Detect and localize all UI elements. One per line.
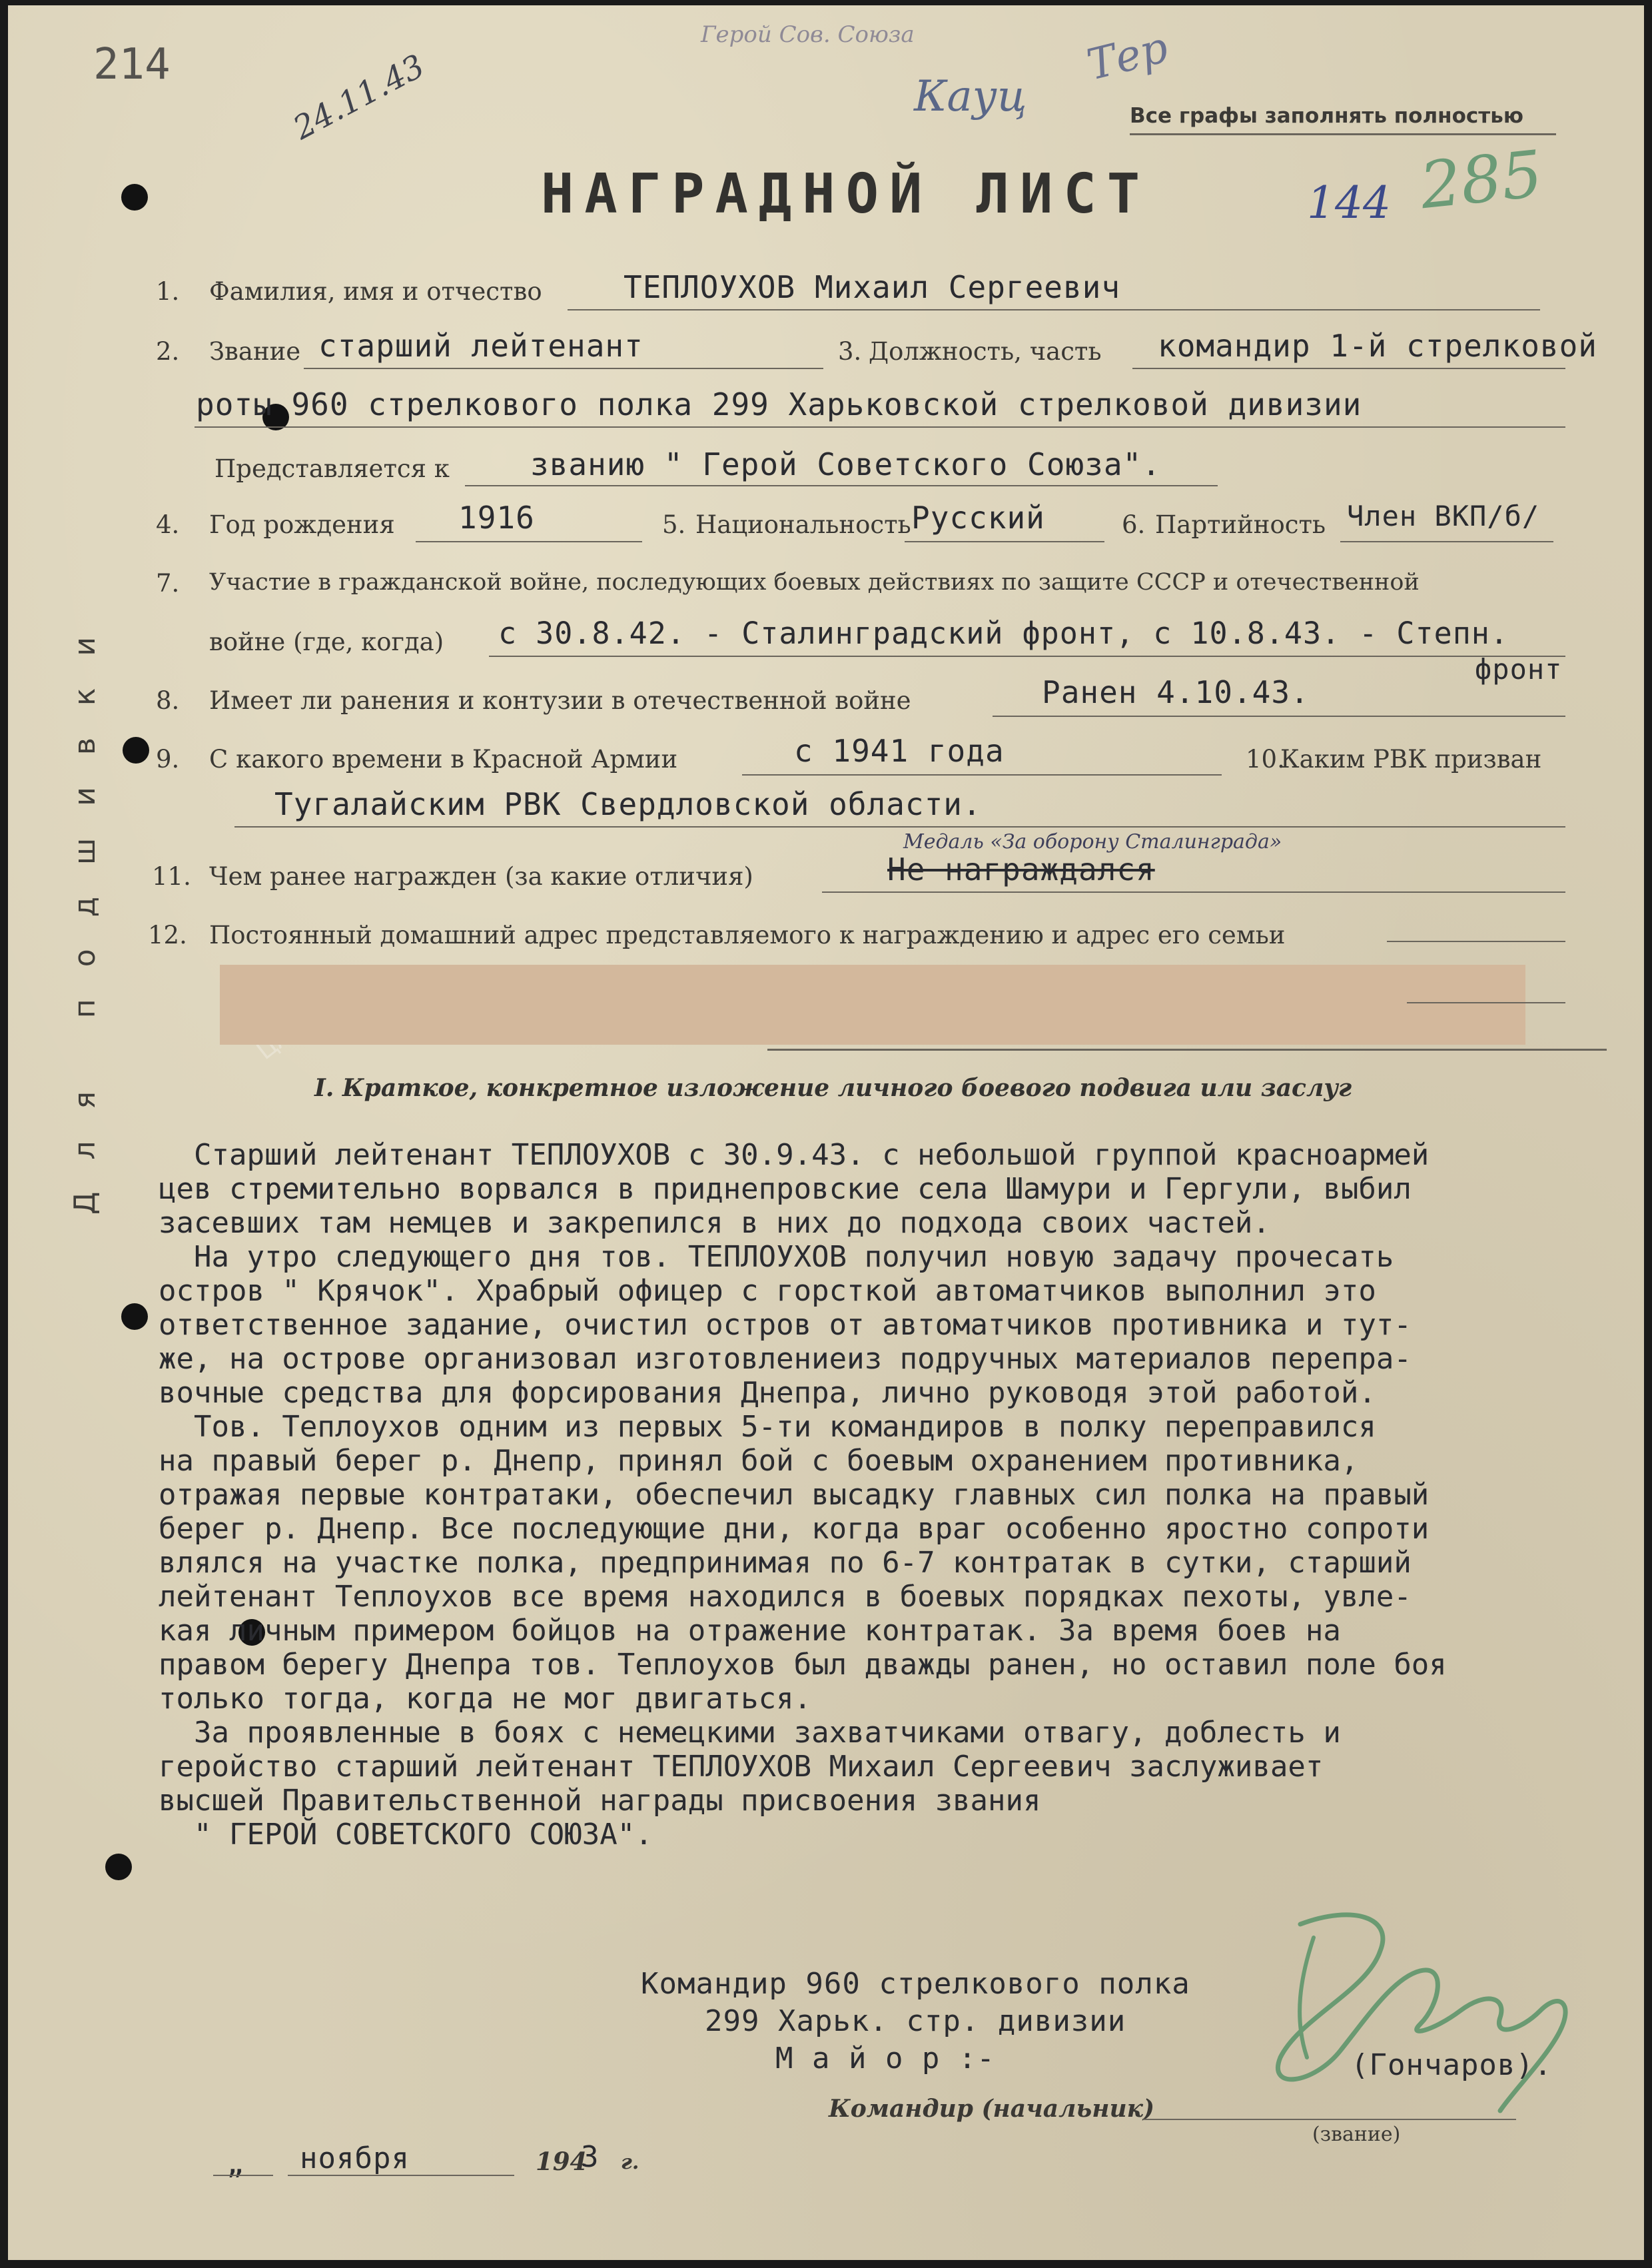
field-handwritten-award: Медаль «За оборону Сталинграда» [903,830,1282,853]
handwritten-number-green: 285 [1416,136,1546,224]
handwritten-top-note: Герой Сов. Союза [701,21,915,48]
handwritten-signature [1220,1898,1593,2117]
handwritten-number-144: 144 [1307,177,1391,229]
field-value-birth-year: 1916 [458,500,535,536]
binder-hole [121,1303,148,1330]
field-value-position-cont: роты 960 стрелкового полка 299 Харьковской стрелковой дивизии [196,386,1362,422]
field-underline [304,368,823,369]
field-label: Партийность [1155,510,1326,539]
field-value-rank: старший лейтенант [318,328,643,364]
binder-hole [105,1854,132,1880]
field-underline [489,656,1565,657]
field-label: С какого времени в Красной Армии [209,745,678,774]
narrative-line: же, на острове организовал изготовлениеиз подручных материалов перепра- [159,1342,1412,1376]
narrative-line: остров " Крячок". Храбрый офицер с горсткой автоматчиков выполнил это [159,1274,1376,1308]
instruction-underline [1130,133,1556,135]
narrative-line: кая личным примером бойцов на отражение контратак. За время боев на [159,1614,1341,1648]
date-year-digit: 3 [581,2140,600,2174]
field-value-war-participation: с 30.8.42. - Сталинградский фронт, с 10.8.43. - Степн. [498,616,1509,651]
date-month: ноября [300,2141,410,2175]
rank-label: (звание) [1312,2123,1401,2146]
signature-line-1: Командир 960 стрелкового полка [641,1967,1190,2001]
narrative-line: влялся на участке полка, предпринимая по 6-7 контратак в сутки, старший [159,1546,1412,1580]
redacted-address [220,965,1525,1045]
handwritten-mark: Тер [1082,23,1173,91]
field-number: 3. [838,337,862,366]
narrative-line: на правый берег р. Днепр, принял бой с боевым охранением противника, [159,1444,1359,1478]
field-value-name: ТЕПЛОУХОВ Михаил Сергеевич [623,269,1121,305]
signature-line-3: М а й о р :- [775,2041,995,2075]
instruction-text: Все графы заполнять полностью [1130,104,1523,128]
field-underline [905,541,1104,542]
binder-hole [123,737,149,764]
field-label: Фамилия, имя и отчество [209,277,542,306]
narrative-line: только тогда, когда не мог двигаться. [159,1682,812,1716]
field-number: 10. [1246,745,1285,774]
field-number: 1. [156,277,180,306]
field-number: 9. [156,745,180,774]
field-value-position: командир 1-й стрелковой [1158,328,1597,364]
field-underline [195,426,1565,428]
document-title: НАГРАДНОЙ ЛИСТ [541,163,1151,226]
narrative-line: ответственное задание, очистил остров от автоматчиков противника и тут- [159,1308,1412,1342]
narrative-line: засевших там немцев и закрепился в них до подхода своих частей. [159,1206,1270,1240]
field-number: 7. [156,569,180,598]
narrative-line: отражая первые контратаки, обеспечил высадку главных сил полка на правый [159,1478,1430,1512]
handwritten-surname: Кауц [914,72,1027,121]
narrative-line: " ГЕРОЙ СОВЕТСКОГО СОЮЗА". [159,1818,653,1852]
field-label: Год рождения [209,510,395,539]
field-underline [1340,541,1553,542]
field-label: Постоянный домашний адрес представляемого к награждению и адрес его семьи [209,921,1286,949]
field-value-party: Член ВКП/б/ [1347,500,1540,532]
date-day-underline [213,2175,273,2176]
field-underline [416,541,642,542]
field-underline [1132,368,1565,369]
field-number: 2. [156,337,180,366]
field-label: Участие в гражданской войне, последующих боевых действиях по защите СССР и отечественной [209,569,1420,596]
page-number: 214 [93,40,171,89]
date-day: „ [226,2147,245,2181]
narrative-line: цев стремительно ворвался в приднепровские села Шамури и Гергули, выбил [159,1172,1412,1206]
field-underline [993,716,1565,717]
date-year-prefix: 194 [536,2147,588,2176]
field-underline [1407,1002,1565,1003]
side-binding-label: Для подшивки [68,605,102,1215]
narrative-text [159,1138,1447,1852]
field-number: 12. [148,921,187,949]
field-value-wounds: Ранен 4.10.43. [1042,674,1310,710]
field-number: 6. [1122,510,1146,539]
narrative-line: За проявленные в боях с немецкими захватчиками отвагу, доблесть и [159,1716,1341,1750]
narrative-line: высшей Правительственной награды присвоения звания [159,1784,1041,1818]
field-value-presented-for: званию " Герой Советского Союза". [530,446,1161,482]
field-label: Чем ранее награжден (за какие отличия) [209,862,753,891]
field-value-nationality: Русский [911,500,1045,536]
field-value-war-participation-cont: фронт [1475,653,1563,686]
signature-name: (Гончаров). [1351,2048,1553,2082]
field-label-cont: войне (где, когда) [209,628,444,656]
handwritten-date: 24.11.43 [287,47,431,147]
field-number: 4. [156,510,180,539]
field-label: Каким РВК призван [1280,745,1542,774]
narrative-line: правом берегу Днепра тов. Теплоухов был дважды ранен, но оставил поле боя [159,1648,1447,1682]
signature-label: Командир (начальник) [829,2095,1155,2123]
signature-underline [1143,2119,1516,2120]
field-underline [1387,941,1565,942]
field-underline [234,826,1565,828]
field-number: 8. [156,686,180,715]
field-label: Имеет ли ранения и контузии в отечественной войне [209,686,911,715]
field-value-previous-awards: Не награждался [887,851,1155,887]
field-underline [822,891,1565,893]
field-number: 5. [662,510,686,539]
field-label: Национальность [695,510,911,539]
field-underline [568,309,1540,310]
field-label: Звание [209,337,301,366]
field-underline [465,485,1218,486]
field-value-conscription: Тугалайским РВК Свердловской области. [274,786,982,822]
field-value-army-since: с 1941 года [794,733,1005,769]
field-label: Представляется к [214,454,450,483]
award-sheet [8,5,1644,2260]
narrative-line: лейтенант Теплоухов все время находился в боевых порядках пехоты, увле- [159,1580,1412,1614]
narrative-line: геройство старший лейтенант ТЕПЛОУХОВ Михаил Сергеевич заслуживает [159,1750,1324,1784]
section-heading: I. Краткое, конкретное изложение личного боевого подвига или заслуг [314,1074,1352,1102]
narrative-line: На утро следующего дня тов. ТЕПЛОУХОВ получил новую задачу прочесать [159,1240,1394,1274]
signature-line-2: 299 Харьк. стр. дивизии [705,2004,1126,2038]
field-number: 11. [152,862,191,891]
narrative-line: Старший лейтенант ТЕПЛОУХОВ с 30.9.43. с небольшой группой красноармей [159,1138,1430,1172]
field-label: Должность, часть [869,337,1102,366]
narrative-line: берег р. Днепр. Все последующие дни, когда враг особенно яростно сопроти [159,1512,1430,1546]
binder-hole [121,184,148,211]
date-month-underline [288,2175,514,2176]
field-underline [767,1049,1607,1051]
field-underline [742,774,1222,776]
narrative-line: Тов. Теплоухов одним из первых 5-ти командиров в полку переправился [159,1410,1376,1444]
narrative-line: вочные средства для форсирования Днепра, лично руководя этой работой. [159,1376,1376,1410]
date-year-suffix: г. [621,2151,639,2174]
